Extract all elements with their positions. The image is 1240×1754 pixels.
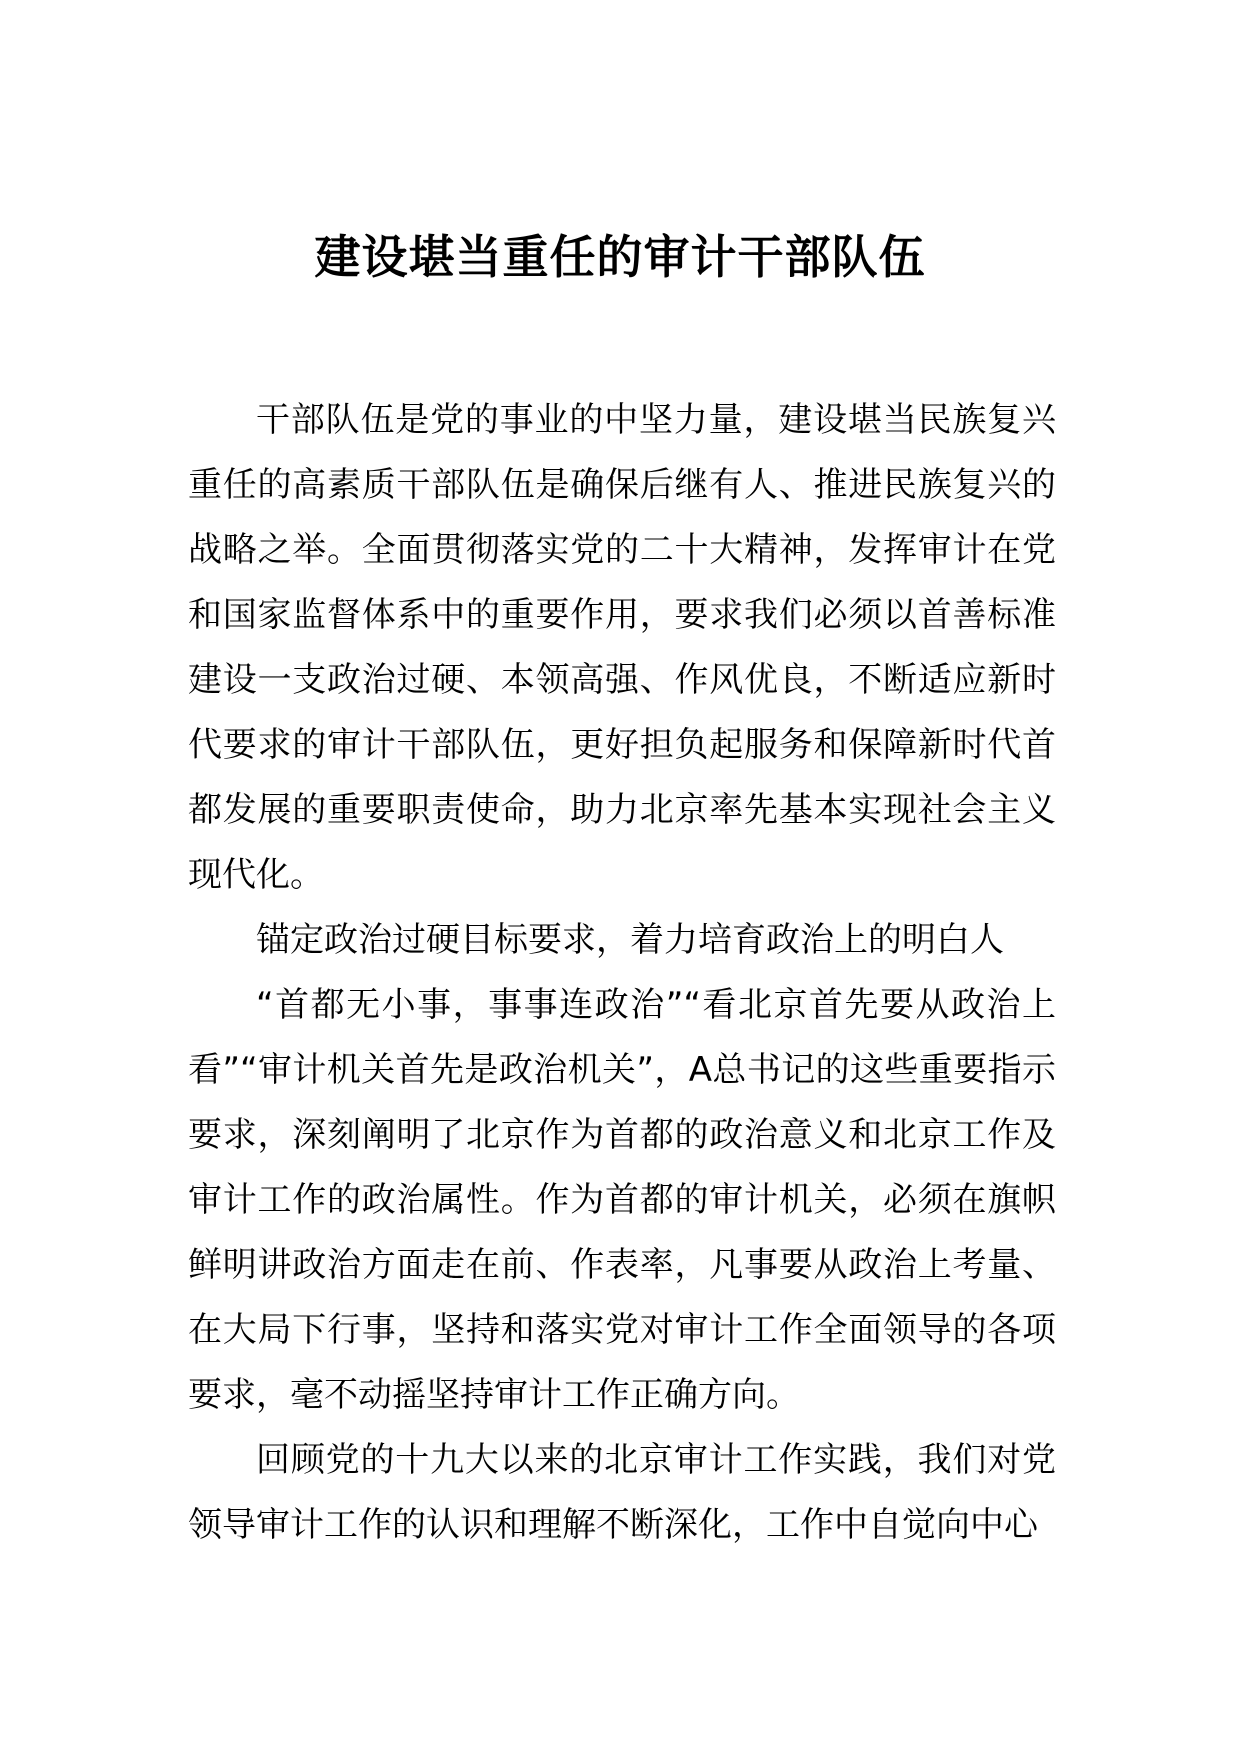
paragraph-review: 回顾党的十九大以来的北京审计工作实践，我们对党领导审计工作的认识和理解不断深化，工作中自觉向中心: [188, 1440, 1056, 1545]
section-heading: 锚定政治过硬目标要求，着力培育政治上的明白人: [256, 920, 1004, 960]
document-title: 建设堪当重任的审计干部队伍: [314, 229, 926, 284]
document-body: [188, 388, 1056, 1558]
paragraph-political: “首都无小事，事事连政治”“看北京首先要从政治上看”“审计机关首先是政治机关”，A总书记的这些重要指示要求，深刻阐明了北京作为首都的政治意义和北京工作及审计工作的政治属性。作为首都的审计机关，必须在旗帜鲜明讲政治方面走在前、作表率，凡事要从政治上考量、在大局下行事，坚持和落实党对审计工作全面领导的各项要求，毫不动摇坚持审计工作正确方向。: [188, 985, 1056, 1415]
paragraph-intro: 干部队伍是党的事业的中坚力量，建设堪当民族复兴重任的高素质干部队伍是确保后继有人、推进民族复兴的战略之举。全面贯彻落实党的二十大精神，发挥审计在党和国家监督体系中的重要作用，要求我们必须以首善标准建设一支政治过硬、本领高强、作风优良，不断适应新时代要求的审计干部队伍，更好担负起服务和保障新时代首都发展的重要职责使命，助力北京率先基本实现社会主义现代化。: [188, 400, 1056, 895]
